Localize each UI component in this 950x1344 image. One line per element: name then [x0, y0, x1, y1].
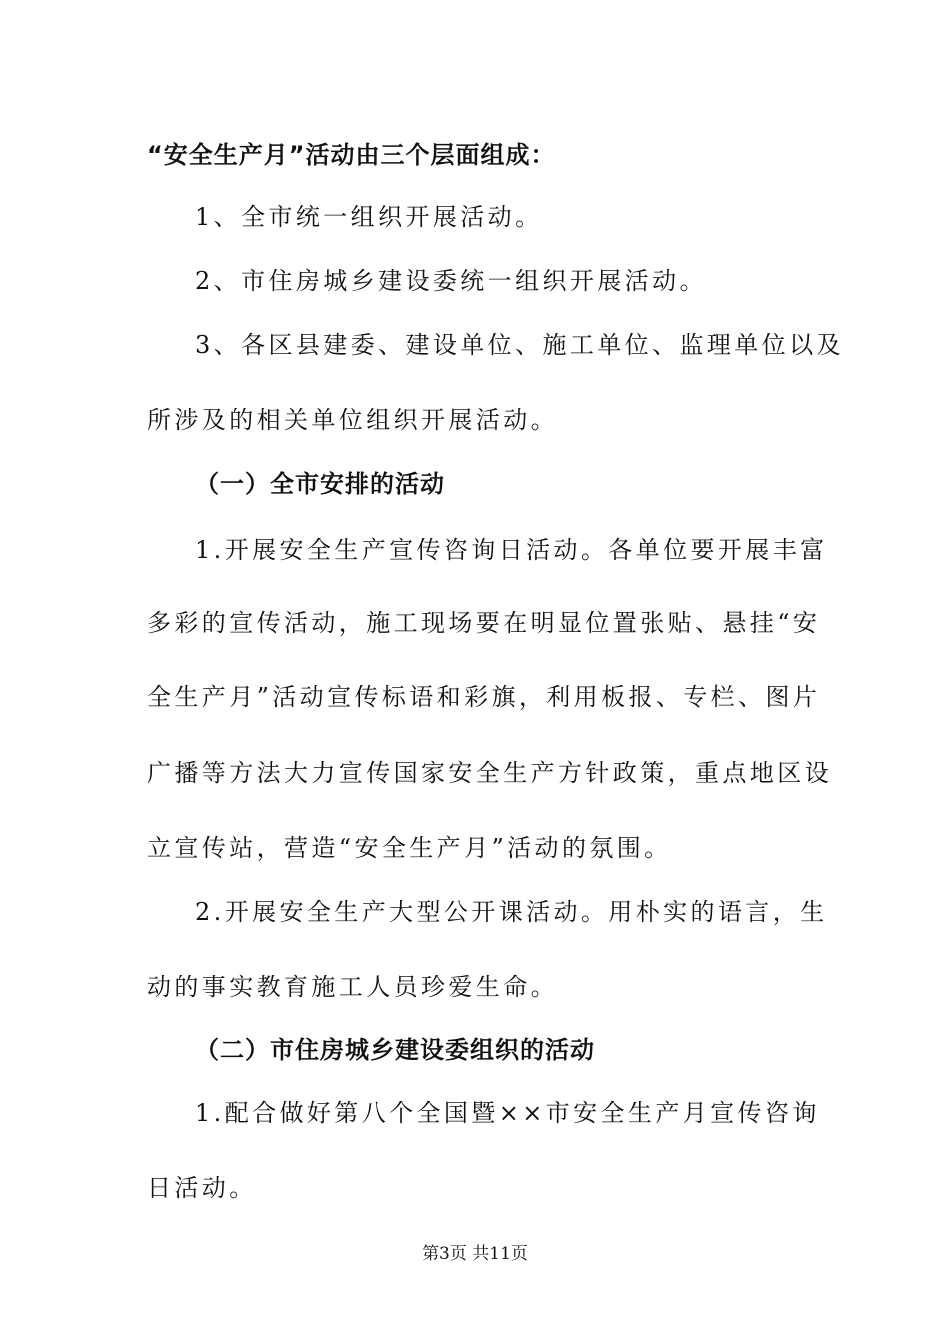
paragraph-line: 1.开展安全生产宣传咨询日活动。各单位要开展丰富: [195, 536, 828, 564]
paragraph-line: 动的事实教育施工人员珍爱生命。: [147, 973, 558, 1001]
section-title-2: （二）市住房城乡建设委组织的活动: [195, 1036, 595, 1064]
paragraph-line: 立宣传站，营造“安全生产月”活动的氛围。: [147, 834, 672, 862]
page-footer: 第3页 共11页: [422, 1244, 528, 1264]
list-item-continuation: 所涉及的相关单位组织开展活动。: [147, 406, 558, 434]
section-title-1: （一）全市安排的活动: [195, 470, 445, 498]
paragraph-line: 全生产月”活动宣传标语和彩旗，利用板报、专栏、图片: [147, 683, 821, 711]
paragraph-line: 2.开展安全生产大型公开课活动。用朴实的语言，生: [195, 898, 828, 926]
list-item: 2、市住房城乡建设委统一组织开展活动。: [195, 267, 707, 295]
paragraph-line: 日活动。: [147, 1174, 257, 1202]
paragraph-line: 1.配合做好第八个全国暨××市安全生产月宣传咨询: [195, 1099, 820, 1127]
paragraph-line: 多彩的宣传活动，施工现场要在明显位置张贴、悬挂“安: [147, 609, 821, 637]
list-item: 3、各区县建委、建设单位、施工单位、监理单位以及: [195, 331, 844, 359]
paragraph-line: 广播等方法大力宣传国家安全生产方针政策，重点地区设: [147, 759, 832, 787]
list-item: 1、全市统一组织开展活动。: [195, 203, 543, 231]
heading: “安全生产月”活动由三个层面组成：: [147, 141, 556, 169]
